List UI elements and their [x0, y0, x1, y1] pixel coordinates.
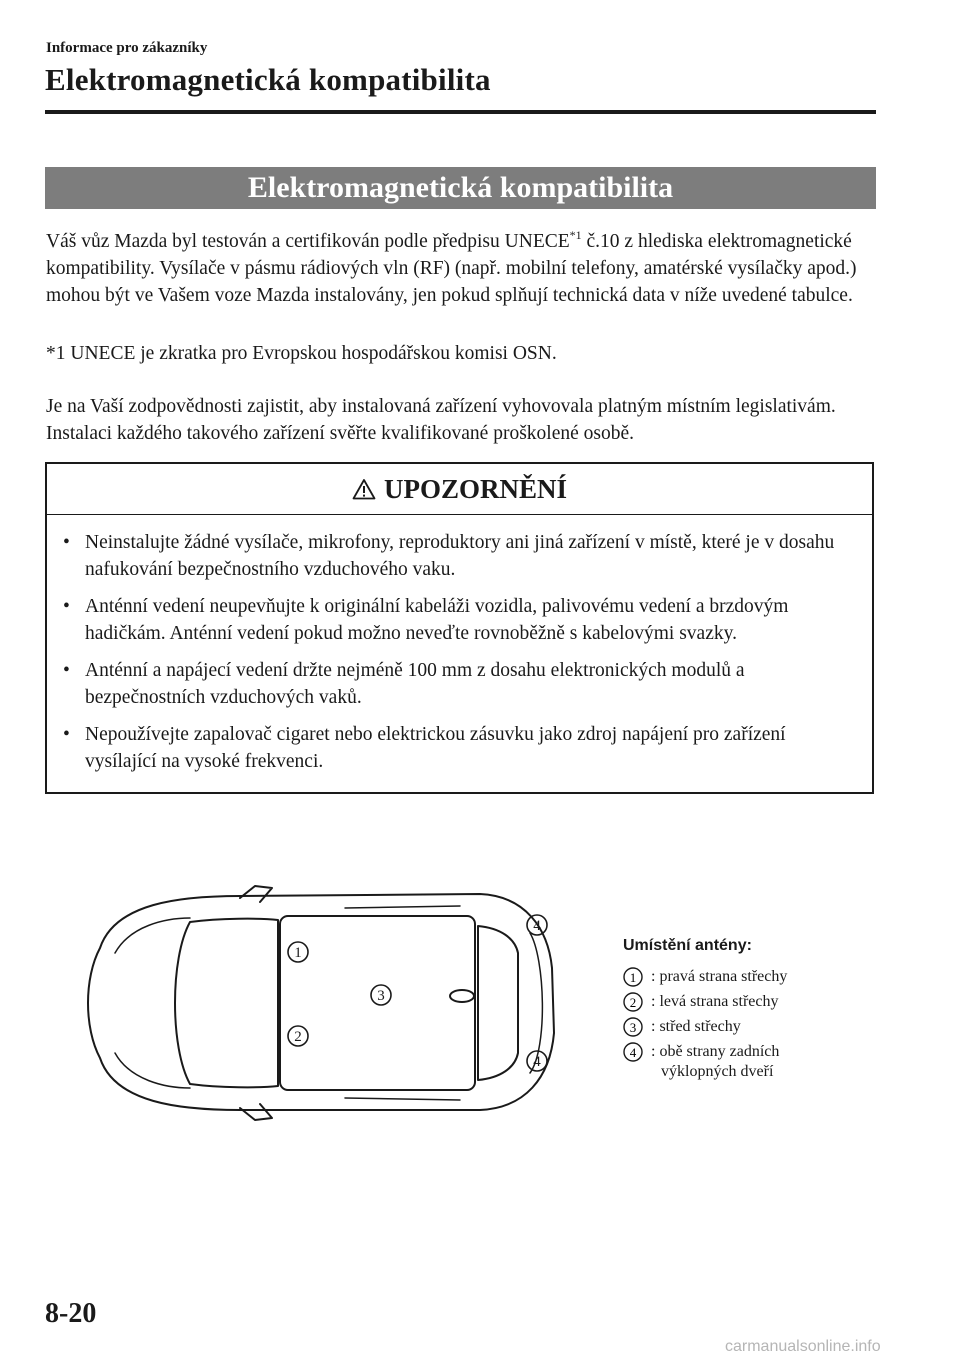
- car-top-view-diagram: [60, 878, 580, 1128]
- legend-row: [623, 967, 863, 987]
- svg-text:4: 4: [629, 1045, 637, 1060]
- legend-text-continued: výklopných dveří: [661, 1063, 774, 1080]
- marker-4-label: 4: [533, 1054, 541, 1070]
- warning-item-text: Nepoužívejte zapalovač cigaret nebo elektrickou zásuvku jako zdroj napájení pro zařízení vysílající na vysoké frekvenci.: [85, 724, 786, 772]
- rear-window: [478, 926, 518, 1080]
- legend-title: Umístění antény:: [623, 937, 752, 954]
- roof-rail: [345, 1098, 460, 1100]
- responsibility-paragraph: Je na Vaší zodpovědnosti zajistit, aby instalovaná zařízení vyhovovala platným místním legislativám. Instalaci každého takového zařízení svěřte kvalifikované proškolené osobě.: [46, 396, 836, 444]
- warning-item: [63, 721, 852, 775]
- marker-3-label: 3: [377, 988, 385, 1004]
- intro-text-end: č.10 z hlediska elektromagnetické kompatibility. Vysílače v pásmu rádiových vln (RF) (např. mobilní telefony, amatérské vysílačky apod.) mohou být ve Vašem voze Mazda instalovány, jen pokud splňují technická data v níže uvedené tabulce.: [46, 231, 857, 306]
- antenna-base: [450, 990, 474, 1002]
- warning-item: [63, 529, 852, 583]
- section-banner: Elektromagnetická kompatibilita: [45, 167, 876, 209]
- svg-text:2: 2: [629, 995, 637, 1010]
- bullet-mark: •: [63, 532, 70, 553]
- header-rule: [45, 110, 876, 114]
- legend-text: : pravá strana střechy: [651, 968, 788, 985]
- warning-item-text: Anténní vedení neupevňujte k originální kabeláži vozidla, palivovému vedení a brzdovým hadičkám. Anténní vedení pokud možno neveďte rovnoběžně s kabelovými svazky.: [85, 596, 789, 644]
- number-3-icon: [623, 1017, 643, 1037]
- intro-paragraph: [46, 228, 876, 309]
- legend-text: : střed střechy: [651, 1018, 741, 1035]
- intro-text-start: Váš vůz Mazda byl testován a certifikován podle předpisu UNECE: [46, 231, 570, 252]
- marker-2-label: 2: [294, 1029, 302, 1045]
- legend-row: [623, 1042, 863, 1082]
- bullet-mark: •: [63, 660, 70, 681]
- number-4-icon: [623, 1042, 643, 1062]
- antenna-legend: [623, 937, 863, 1087]
- legend-row: [623, 992, 863, 1012]
- legend-row: [623, 1017, 863, 1037]
- warning-triangle-icon: [352, 478, 376, 500]
- number-1-icon: [623, 967, 643, 987]
- warning-item-text: Anténní a napájecí vedení držte nejméně 100 mm z dosahu elektronických modulů a bezpečnostních vzduchových vaků.: [85, 660, 745, 708]
- marker-4-label: 4: [533, 918, 541, 934]
- legend-text: : obě strany zadních: [651, 1043, 780, 1060]
- warning-item: [63, 593, 852, 647]
- mirror: [240, 1104, 272, 1120]
- section-label: Informace pro zákazníky: [46, 40, 208, 56]
- windshield: [175, 919, 278, 1088]
- mirror: [240, 886, 272, 902]
- hood-line: [115, 918, 190, 953]
- warning-title: UPOZORNĚNÍ: [383, 473, 567, 504]
- warning-header: [47, 464, 872, 515]
- marker-1-label: 1: [294, 945, 302, 961]
- number-2-icon: [623, 992, 643, 1012]
- warning-box: [45, 462, 874, 794]
- roof-rail: [345, 906, 460, 908]
- warning-item-text: Neinstalujte žádné vysílače, mikrofony, reproduktory ani jiná zařízení v místě, které je v dosahu nafukování bezpečnostního vzduchového vaku.: [85, 532, 835, 580]
- legend-text: : levá strana střechy: [651, 993, 779, 1010]
- bullet-mark: •: [63, 724, 70, 745]
- svg-text:1: 1: [629, 970, 637, 985]
- warning-list: [47, 515, 872, 775]
- bullet-mark: •: [63, 596, 70, 617]
- footnote-ref: *1: [569, 228, 582, 242]
- warning-item: [63, 657, 852, 711]
- svg-text:3: 3: [629, 1020, 637, 1035]
- footnote-paragraph: *1 UNECE je zkratka pro Evropskou hospodářskou komisi OSN.: [46, 343, 557, 364]
- chapter-title: Elektromagnetická kompatibilita: [45, 62, 491, 97]
- page-number: 8-20: [45, 1298, 97, 1329]
- watermark: carmanualsonline.info: [725, 1338, 881, 1355]
- hood-line: [115, 1053, 190, 1088]
